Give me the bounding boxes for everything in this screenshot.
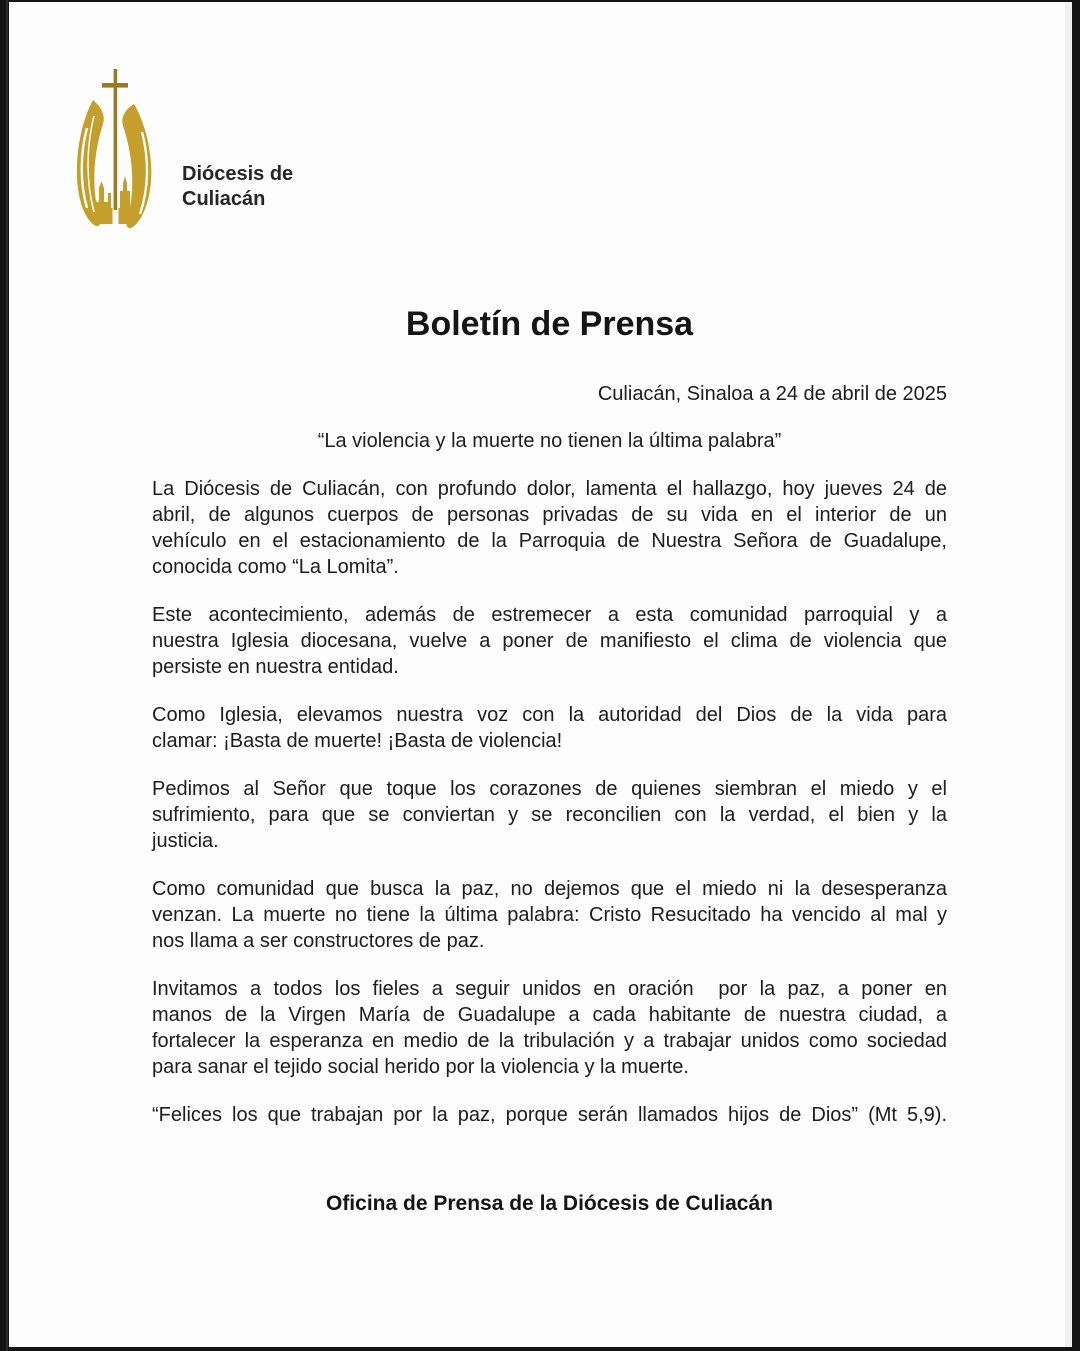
text-line: para sanar el tejido social herido por la violencia y la muerte. [152,1056,689,1078]
scripture-quote: “Felices los que trabajan por la paz, porque serán llamados hijos de Dios” (Mt 5,9). [152,1104,947,1126]
text-line: justicia. [152,830,219,852]
text-line: vehículo en el estacionamiento de la Parroquia de Nuestra Señora de Guadalupe, [152,530,947,552]
text-line: Este acontecimiento, además de estremecer a esta comunidad parroquial y a [152,604,947,626]
text-line: persiste en nuestra entidad. [152,656,399,678]
body-paragraph [152,876,947,954]
text-line: La Diócesis de Culiacán, con profundo dolor, lamenta el hallazgo, hoy jueves 24 de [152,478,947,500]
text-line: Como Iglesia, elevamos nuestra voz con la autoridad del Dios de la vida para [152,704,947,726]
text-line: fortalecer la esperanza en medio de la tribulación y a trabajar unidos como sociedad [152,1030,947,1052]
body-paragraph [152,976,947,1080]
text-line: manos de la Virgen María de Guadalupe a cada habitante de nuestra ciudad, a [152,1004,947,1026]
body-paragraph [152,602,947,680]
body-paragraph [152,776,947,854]
body-paragraph [152,476,947,580]
flame-cross-cathedral-logo-icon [72,62,162,232]
text-line: Invitamos a todos los fieles a seguir unidos en oración por la paz, a poner en [152,978,947,1000]
document-title: Boletín de Prensa [405,305,694,343]
body-paragraph [152,702,947,754]
body-paragraphs [152,476,947,1080]
document-body [152,2,947,1217]
text-line: sufrimiento, para que se conviertan y se reconcilien con la verdad, el bien y la [152,804,947,826]
text-line: nuestra Iglesia diocesana, vuelve a poner de manifiesto el clima de violencia que [152,630,947,652]
dateline: Culiacán, Sinaloa a 24 de abril de 2025 [597,383,947,405]
logo-text-line2: Culiacán [182,188,266,210]
text-line: nos llama a ser constructores de paz. [152,930,485,952]
text-line: abril, de algunos cuerpos de personas privadas de su vida en el interior de un [152,504,947,526]
press-release-page [9,2,1072,1347]
text-line: clamar: ¡Basta de muerte! ¡Basta de violencia! [152,730,563,752]
headline-quote: “La violencia y la muerte no tienen la última palabra” [317,430,782,452]
text-line: conocida como “La Lomita”. [152,556,399,578]
press-office-footer: Oficina de Prensa de la Diócesis de Culiacán [325,1192,773,1215]
text-line: venzan. La muerte no tiene la última palabra: Cristo Resucitado ha vencido al mal y [152,904,947,926]
logo-text-line1: Diócesis de [182,163,294,185]
text-line: Pedimos al Señor que toque los corazones de quienes siembran el miedo y el [152,778,947,800]
text-line: Como comunidad que busca la paz, no dejemos que el miedo ni la desesperanza [152,878,947,900]
